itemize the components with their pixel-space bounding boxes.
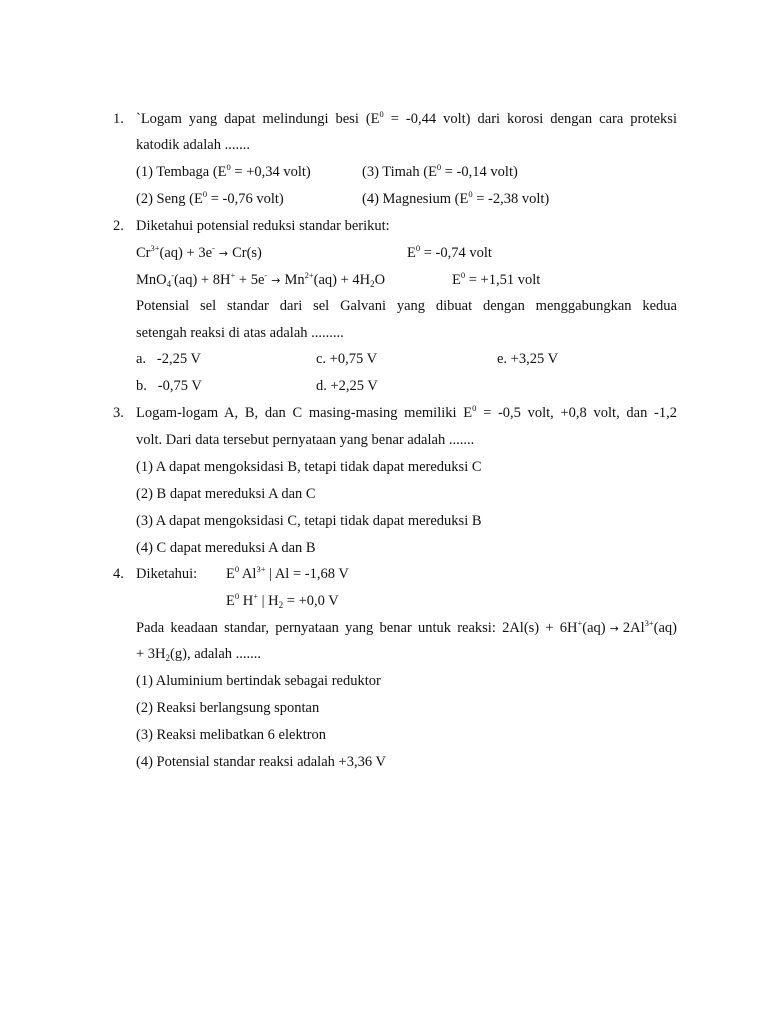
q2-option-d: d. +2,25 V (316, 378, 378, 394)
q4-stem-line2: + $3H_2(g)$, adalah ....... (136, 646, 262, 663)
q2-option-a: a. -2,25 V (136, 351, 201, 367)
q4-option-4: (4) Potensial standar reaksi adalah +3,36 V (136, 754, 386, 770)
q4-known-label: Diketahui: (136, 566, 198, 582)
q4-known-2: $E^0$ H+ | $H_2 = +0,0$ V (226, 591, 339, 610)
reaction-arrow-icon: → (271, 274, 281, 287)
q1-number: 1. (113, 111, 124, 127)
q2-reaction-2: $MnO_4^-(aq) + 8H^+ + 5e^- \to Mn^{2+}(aq) + 4H_2O$ (136, 270, 386, 289)
q1-stem-line2: katodik adalah ....... (136, 137, 250, 153)
q3-stem-line2: volt. Dari data tersebut pernyataan yang benar adalah ....... (136, 432, 475, 448)
q3-number: 3. (113, 405, 124, 421)
q4-number: 4. (113, 566, 124, 582)
q4-option-2: (2) Reaksi berlangsung spontan (136, 700, 320, 716)
q2-stem-line2: setengah reaksi di atas adalah ......... (136, 325, 344, 341)
q2-option-b: b. -0,75 V (136, 378, 202, 394)
q2-intro: Diketahui potensial reduksi standar berikut: (136, 218, 390, 234)
q2-reaction-1-potential: $E^0 = -0,74$ volt (407, 243, 492, 261)
q2-number: 2. (113, 218, 124, 234)
q1-option-4: (4) Magnesium ($E^0 = -2,38$ volt) (362, 189, 550, 207)
q3-option-2: (2) B dapat mereduksi A dan C (136, 486, 316, 502)
q1-option-2: (2) Seng ($E^0 = -0,76$ volt) (136, 189, 284, 207)
q2-option-c: c. +0,75 V (316, 351, 378, 367)
q4-known-1: $E^0$ $Al^{3+}$ | Al = -1,68 V (226, 564, 349, 582)
q2-reaction-1: $Cr^{3+}(aq) + 3e^- \to Cr(s)$ (136, 243, 262, 261)
q4-option-3: (3) Reaksi melibatkan 6 elektron (136, 727, 327, 743)
q2-reaction-2-potential: $E^0 = +1,51$ volt (452, 270, 541, 288)
q2-stem-line1: Potensial sel standar dari sel Galvani yang dibuat dengan menggabungkan kedua (136, 298, 677, 314)
q1-option-3: (3) Timah ($E^0 = -0,14$ volt) (362, 162, 518, 180)
q3-stem-line1: Logam-logam A, B, dan C masing-masing memiliki $E^0 = -0,5$ volt, +0,8 volt, dan -1,2 (136, 403, 677, 421)
q1-option-1: (1) Tembaga ($E^0 = +0,34$ volt) (136, 162, 311, 180)
q2-option-e: e. +3,25 V (497, 351, 559, 367)
q4-stem-line1: Pada keadaan standar, pernyataan yang benar untuk reaksi: $2Al(s) + 6H^+(aq) \to 2Al^{3+}(aq)$ (136, 618, 677, 636)
q3-option-1: (1) A dapat mengoksidasi B, tetapi tidak dapat mereduksi C (136, 459, 482, 475)
reaction-arrow-icon: → (609, 622, 619, 635)
q3-option-3: (3) A dapat mengoksidasi C, tetapi tidak dapat mereduksi B (136, 513, 482, 529)
q4-option-1: (1) Aluminium bertindak sebagai reduktor (136, 673, 381, 689)
q3-option-4: (4) C dapat mereduksi A dan B (136, 540, 316, 556)
reaction-arrow-icon: → (218, 247, 229, 260)
q1-stem-line1: `Logam yang dapat melindungi besi ($E^0 = -0,44$ volt) dari korosi dengan cara proteksi (136, 109, 677, 127)
